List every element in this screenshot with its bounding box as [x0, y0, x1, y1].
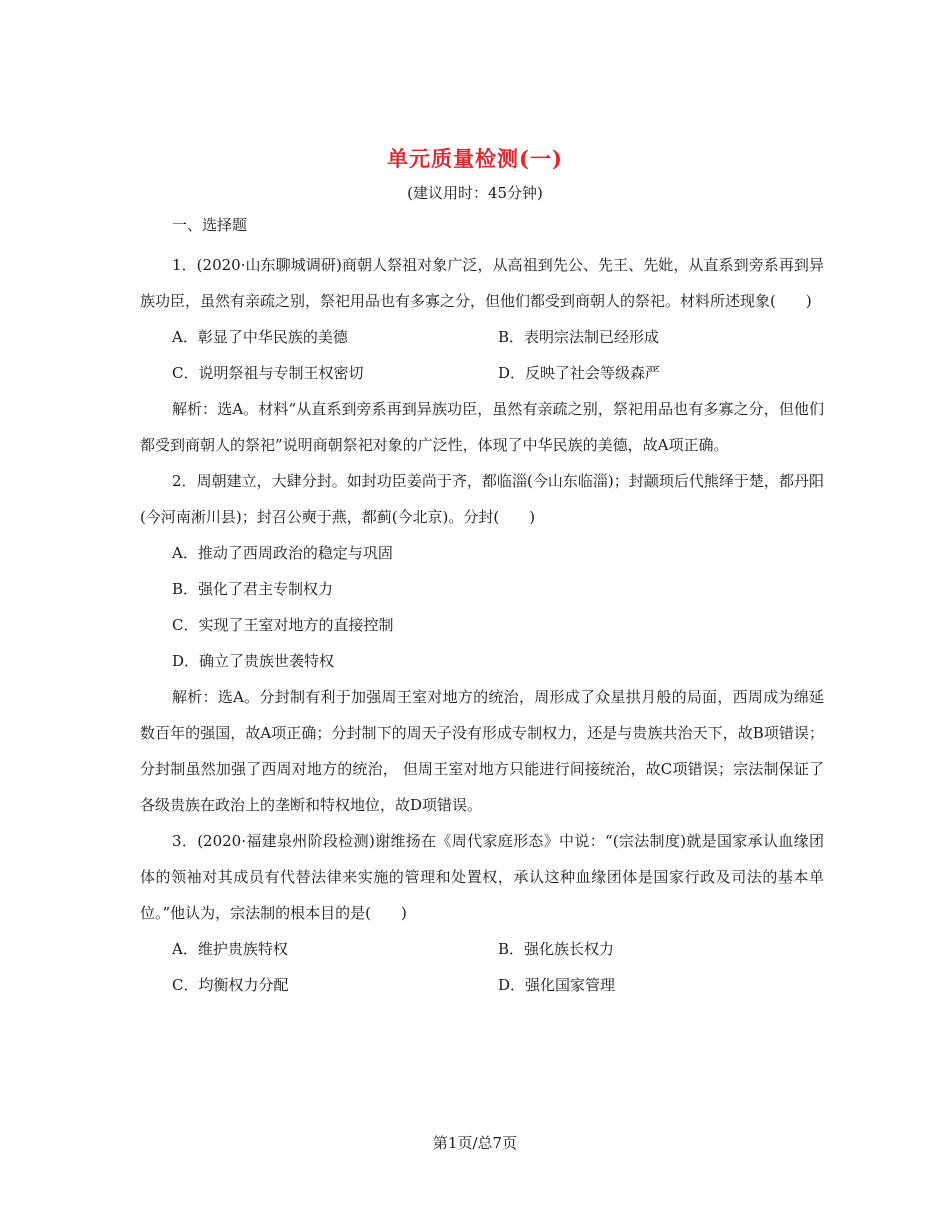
question-2-option-d: D．确立了贵族世袭特权	[172, 652, 335, 670]
question-3-options-row-1	[140, 931, 824, 967]
page-title: 单元质量检测(一)	[387, 146, 563, 171]
question-1-option-d: D．反映了社会等级森严	[498, 364, 661, 382]
question-3-option-d: D．强化国家管理	[498, 976, 616, 994]
page-subtitle: (建议用时：45分钟)	[407, 184, 543, 202]
question-3-stem: 3．(2020·福建泉州阶段检测)谢维扬在《周代家庭形态》中说：“(宗法制度)就是国家承认血缘团体的领袖对其成员有代替法律来实施的管理和处置权，承认这种血缘团体是国家行政及司法的基本单位。”他认为，宗法制的根本目的是( )	[140, 832, 824, 922]
question-1-option-a: A．彰显了中华民族的美德	[172, 328, 348, 346]
questions-content	[140, 247, 824, 1003]
question-1-analysis: 解析：选A。材料“从直系到旁系再到异族功臣，虽然有亲疏之别，祭祀用品也有多寡之分，但他们都受到商朝人的祭祀”说明商朝祭祀对象的广泛性，体现了中华民族的美德，故A项正确。	[140, 400, 824, 454]
question-2-option-b: B．强化了君主专制权力	[172, 580, 334, 598]
question-3-option-b: B．强化族长权力	[498, 940, 615, 958]
question-2-option-c: C．实现了王室对地方的直接控制	[172, 616, 394, 634]
question-1-stem: 1．(2020·山东聊城调研)商朝人祭祖对象广泛，从高祖到先公、先王、先妣，从直系到旁系再到异族功臣，虽然有亲疏之别，祭祀用品也有多寡之分，但他们都受到商朝人的祭祀。材料所述现象( )	[140, 256, 824, 310]
question-2-analysis: 解析：选A。分封制有利于加强周王室对地方的统治，周形成了众星拱月般的局面，西周成为绵延数百年的强国，故A项正确；分封制下的周天子没有形成专制权力，还是与贵族共治天下，故B项错误；分封制虽然加强了西周对地方的统治， 但周王室对地方只能进行间接统治，故C项错误；宗法制保证了各级贵族在政治上的垄断和特权地位，故D项错误。	[140, 688, 824, 814]
question-1-options-row-1	[140, 319, 824, 355]
question-2-option-a: A．推动了西周政治的稳定与巩固	[172, 544, 393, 562]
section-heading: 一、选择题	[172, 216, 248, 234]
question-3-option-a: A．维护贵族特权	[172, 940, 288, 958]
question-1-option-b: B．表明宗法制已经形成	[498, 328, 660, 346]
question-1-option-c: C．说明祭祖与专制王权密切	[172, 364, 364, 382]
question-1-options-row-2	[140, 355, 824, 391]
question-3-options-row-2	[140, 967, 824, 1003]
page-footer: 第1页/总7页	[432, 1134, 518, 1152]
question-3-option-c: C．均衡权力分配	[172, 976, 289, 994]
question-2-stem: 2．周朝建立，大肆分封。如封功臣姜尚于齐，都临淄(今山东临淄)；封颛顼后代熊绎于楚，都丹阳(今河南淅川县)；封召公奭于燕，都蓟(今北京)。分封( )	[140, 472, 824, 526]
